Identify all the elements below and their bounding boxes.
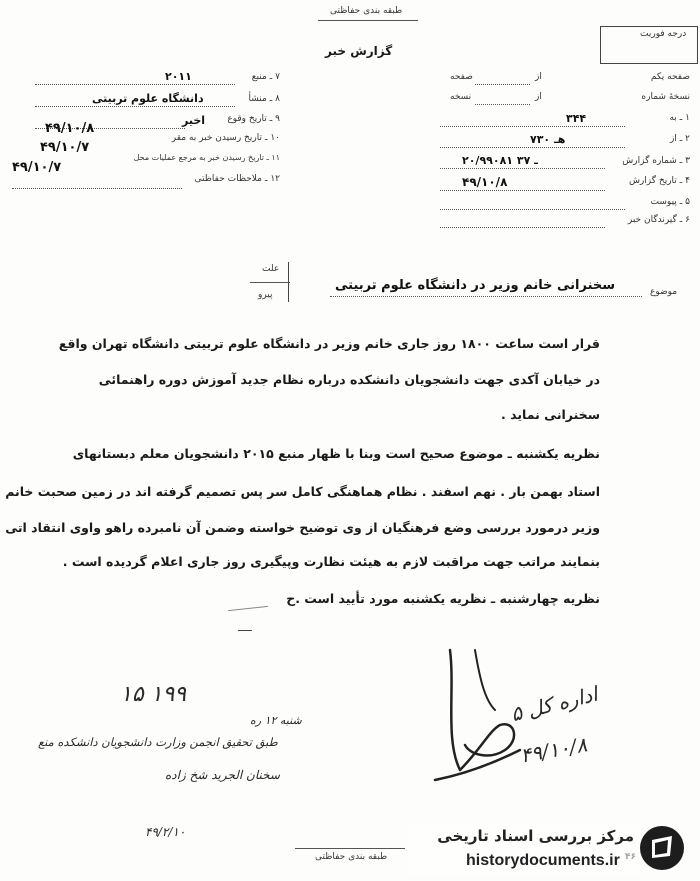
signature-text: اداره کل ۵: [508, 681, 600, 727]
priority-label: درجه فوریت: [640, 29, 687, 39]
origin-dotline: [35, 106, 235, 107]
report-no-dotline: [440, 168, 605, 169]
report-no-value: ۲۰/۹۹۰۸۱ ـ ۳۷: [462, 154, 538, 167]
report-no-label: ۳ ـ شماره گزارش: [622, 156, 690, 166]
signature-scribble: [420, 630, 530, 800]
page-dotline: [475, 84, 530, 85]
subject-label: موضوع: [650, 287, 678, 297]
copy-word: نسخه: [450, 92, 472, 102]
attachment-dotline: [440, 209, 625, 210]
notes-value: ۴۹/۱۰/۷: [12, 160, 62, 175]
recipients-label: ۶ ـ گیرندگان خبر: [627, 215, 690, 225]
received-ops-label: ۱۱ ـ تاریخ رسیدن خبر به مرجع عملیات محل: [133, 153, 280, 162]
watermark-site: historydocuments.ir: [466, 852, 620, 869]
classification-top: طبقه بندی حفاظتی: [330, 6, 403, 16]
archive-logo-icon: [640, 826, 684, 870]
page-word: صفحه: [450, 72, 473, 82]
attachment-label: ۵ ـ پیوست: [650, 197, 690, 207]
source-label: ۷ ـ منبع: [251, 72, 280, 82]
from-value: ۷۳۰ هـ: [530, 133, 566, 146]
body-line-1: قرار است ساعت ۱۸۰۰ روز جاری خانم وزیر در دانشگاه علوم تربیتی دانشگاه تهران واقع: [58, 336, 600, 351]
body-line-4: نظریه یکشنبه ـ موضوع صحیح است وبنا با ظهار منبع ۲۰۱۵ دانشجویان معلم دبستانهای: [72, 446, 600, 461]
mark-tick: [238, 630, 252, 634]
side-box-rule: [250, 282, 290, 283]
received-hq-value: ۴۹/۱۰/۸: [45, 121, 95, 136]
origin-label: ۸ ـ منشأ: [248, 94, 280, 104]
to-dotline: [440, 126, 625, 127]
watermark-persian: مرکز بررسی اسناد تاریخی: [437, 827, 634, 845]
notes-label: ۱۲ ـ ملاحظات حفاظتی: [194, 174, 280, 184]
annotation-note-1: شنبه ۱۲ ره: [250, 714, 302, 727]
report-date-dotline: [440, 190, 605, 191]
event-date-label: ۹ ـ تاریخ وقوع: [227, 114, 280, 124]
page-count-label: صفحه یکم: [650, 72, 690, 82]
annotation-note-3: سخنان الجرید شخ زاده: [165, 768, 280, 782]
body-line-3: سخنرانی نماید .: [501, 407, 600, 422]
mark-stroke: [228, 606, 268, 611]
side-box-top: علت: [262, 264, 280, 274]
signature-date: ۴۹/۱۰/۸: [518, 732, 589, 768]
origin-value: دانشگاه علوم تربیتی: [92, 92, 204, 105]
report-date-value: ۴۹/۱۰/۸: [462, 175, 508, 189]
number-stamp: ۱۵ ۱۹۹: [120, 682, 187, 707]
copy-of: از: [535, 92, 542, 102]
recipients-dotline: [440, 227, 605, 228]
source-value: ۲۰۱۱: [165, 70, 192, 83]
body-line-5: استاد بهمن بار . نهم اسفند . نظام هماهنگی کامل سر پس تصمیم گرفته اند در زمین صحبت خانم: [5, 484, 600, 499]
to-value: ۳۴۴: [566, 112, 587, 125]
copy-dotline: [475, 104, 530, 105]
report-title: گزارش خبر: [325, 44, 393, 58]
received-ops-value: ۴۹/۱۰/۷: [40, 140, 90, 155]
page-of: از: [535, 72, 542, 82]
from-dotline: [440, 147, 625, 148]
copy-label: نسخهٔ شماره: [641, 92, 690, 102]
subject-dotline: [330, 296, 642, 297]
received-hq-label: ۱۰ ـ تاریخ رسیدن خبر به مقر: [171, 133, 280, 143]
annotation-note-4: ۴۹/۲/۱۰: [145, 825, 186, 839]
event-date-value: اخیر: [182, 114, 206, 127]
body-line-6: وزیر درمورد بررسی وضع فرهنگیان از وی توضیح خواسته وضمن آن نامبرده راهو واوی انتقاد اتی: [5, 520, 600, 535]
side-box-bottom: پیرو: [258, 290, 273, 300]
subject-value: سخنرانی خانم وزیر در دانشگاه علوم تربیتی: [335, 278, 616, 293]
to-label: ۱ ـ به: [669, 113, 690, 123]
notes-dotline: [12, 188, 182, 189]
source-dotline: [35, 84, 235, 85]
annotation-note-2: طبق تحقیق انجمن وزارت دانشجویان دانشکده منع: [38, 735, 278, 749]
classification-bottom: طبقه بندی حفاظتی: [315, 852, 388, 862]
body-line-7: بنمایند مراتب جهت مراقبت لازم به هیئت نظارت وپیگیری روز جاری اعلام گردیده است .: [62, 554, 600, 569]
classification-rule: [318, 20, 418, 21]
body-line-2: در خیابان آکدی جهت دانشجویان دانشکده درباره نظام جدید آموزش دوره راهنمائی: [98, 372, 600, 387]
report-date-label: ۴ ـ تاریخ گزارش: [628, 176, 690, 186]
body-line-8: نظریه چهارشنبه ـ نظریه یکشنبه مورد تأیید است .ح: [286, 591, 600, 606]
classification-bottom-rule: [295, 848, 405, 849]
from-label: ۲ ـ از: [669, 134, 690, 144]
